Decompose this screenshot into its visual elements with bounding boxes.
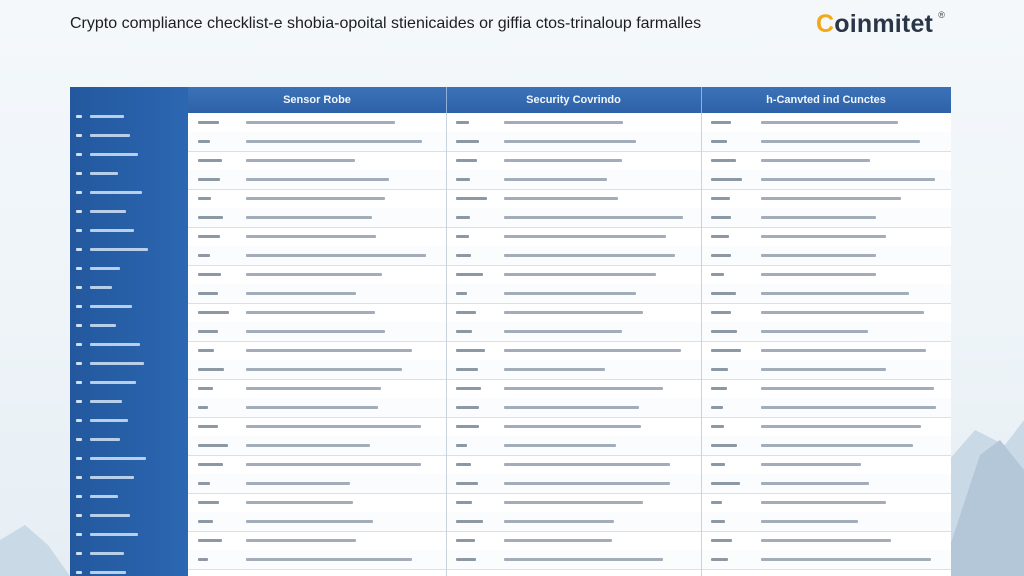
table-cell xyxy=(198,520,213,523)
table-cell xyxy=(711,463,725,466)
table-cell xyxy=(246,292,356,295)
table-cell xyxy=(198,292,218,295)
table-row xyxy=(188,474,951,494)
table-cell xyxy=(504,273,656,276)
table-cell xyxy=(761,501,886,504)
table-cell xyxy=(504,140,636,143)
table-cell xyxy=(456,178,470,181)
sidebar-item xyxy=(76,377,136,387)
table-cell xyxy=(761,178,935,181)
table-cell xyxy=(504,121,623,124)
table-cell xyxy=(198,482,210,485)
sidebar-item xyxy=(76,282,112,292)
sidebar-item xyxy=(76,567,126,576)
table-cell xyxy=(198,330,218,333)
table-cell xyxy=(198,178,220,181)
table-cell xyxy=(246,216,372,219)
table-row xyxy=(188,322,951,342)
bullet-icon xyxy=(76,381,82,384)
column-divider xyxy=(701,113,702,576)
table-cell xyxy=(761,520,858,523)
table-cell xyxy=(761,387,934,390)
table-cell xyxy=(198,444,228,447)
checklist-table xyxy=(188,87,951,576)
table-row xyxy=(188,379,951,399)
table-cell xyxy=(711,159,736,162)
table-cell xyxy=(246,311,375,314)
table-cell xyxy=(246,330,385,333)
table-cell xyxy=(761,349,926,352)
table-row xyxy=(188,113,951,133)
bullet-icon xyxy=(76,571,82,574)
table-cell xyxy=(504,216,683,219)
table-cell xyxy=(761,463,861,466)
table-cell xyxy=(246,254,426,257)
table-row xyxy=(188,436,951,456)
table-cell xyxy=(761,482,869,485)
column-header-1: Sensor Robe xyxy=(283,94,351,106)
table-cell xyxy=(504,463,670,466)
table-cell xyxy=(711,482,740,485)
table-cell xyxy=(456,159,477,162)
table-cell xyxy=(711,273,724,276)
table-cell xyxy=(246,444,370,447)
table-cell xyxy=(504,235,666,238)
page-title: Crypto compliance checklist-e shobia-opoital stienicaides or giffia ctos-trinaloup farmalles xyxy=(70,15,702,32)
table-cell xyxy=(246,539,356,542)
table-cell xyxy=(198,406,208,409)
sidebar-item xyxy=(76,263,120,273)
table-cell xyxy=(246,520,373,523)
bullet-icon xyxy=(76,533,82,536)
table-cell xyxy=(246,235,376,238)
table-cell xyxy=(198,368,224,371)
table-cell xyxy=(711,140,727,143)
table-row xyxy=(188,341,951,361)
table-cell xyxy=(761,292,909,295)
table-cell xyxy=(504,558,663,561)
table-row xyxy=(188,493,951,513)
sidebar-item xyxy=(76,339,140,349)
table-cell xyxy=(761,197,901,200)
table-cell xyxy=(711,425,724,428)
table-cell xyxy=(246,273,382,276)
table-cell xyxy=(456,539,475,542)
table-cell xyxy=(761,425,921,428)
table-row xyxy=(188,265,951,285)
table-row xyxy=(188,512,951,532)
table-cell xyxy=(504,368,605,371)
table-cell xyxy=(761,311,924,314)
table-cell xyxy=(198,558,208,561)
table-cell xyxy=(246,406,378,409)
sidebar-item xyxy=(76,225,134,235)
table-cell xyxy=(711,368,728,371)
table-cell xyxy=(504,520,614,523)
table-cell xyxy=(246,482,350,485)
bullet-icon xyxy=(76,134,82,137)
table-row xyxy=(188,246,951,266)
table-cell xyxy=(711,330,737,333)
table-row xyxy=(188,455,951,475)
table-row xyxy=(188,189,951,209)
sidebar-item xyxy=(76,149,138,159)
table-cell xyxy=(456,273,483,276)
sidebar-item xyxy=(76,358,144,368)
table-cell xyxy=(456,368,478,371)
table-cell xyxy=(198,216,223,219)
table-cell xyxy=(456,216,470,219)
table-cell xyxy=(198,235,220,238)
table-cell xyxy=(246,121,395,124)
table-cell xyxy=(456,425,479,428)
sidebar-item xyxy=(76,510,130,520)
logo-wordmark: oinmitet xyxy=(834,10,934,38)
table-cell xyxy=(246,368,402,371)
table-cell xyxy=(456,558,476,561)
bullet-icon xyxy=(76,210,82,213)
bullet-icon xyxy=(76,115,82,118)
table-cell xyxy=(246,463,421,466)
table-cell xyxy=(711,311,731,314)
column-header-3: h-Canvted ind Cunctes xyxy=(766,94,886,106)
bullet-icon xyxy=(76,267,82,270)
table-cell xyxy=(761,121,898,124)
bullet-icon xyxy=(76,248,82,251)
sidebar-item xyxy=(76,453,146,463)
table-row xyxy=(188,550,951,570)
table-cell xyxy=(504,406,639,409)
table-cell xyxy=(246,140,422,143)
table-cell xyxy=(711,501,722,504)
table-cell xyxy=(456,501,472,504)
checklist-document xyxy=(70,87,951,576)
table-cell xyxy=(198,501,219,504)
table-cell xyxy=(198,463,223,466)
bullet-icon xyxy=(76,172,82,175)
table-row xyxy=(188,360,951,380)
table-row xyxy=(188,132,951,152)
table-cell xyxy=(504,444,616,447)
table-cell xyxy=(761,159,870,162)
table-cell xyxy=(761,140,920,143)
table-cell xyxy=(711,406,723,409)
table-cell xyxy=(198,159,222,162)
table-row xyxy=(188,531,951,551)
table-cell xyxy=(198,311,229,314)
table-cell xyxy=(761,368,886,371)
sidebar-item xyxy=(76,434,120,444)
table-cell xyxy=(504,425,641,428)
table-row xyxy=(188,284,951,304)
table-cell xyxy=(456,235,469,238)
sidebar-item xyxy=(76,187,142,197)
table-row xyxy=(188,170,951,190)
table-cell xyxy=(198,273,221,276)
sidebar-item xyxy=(76,206,126,216)
bullet-icon xyxy=(76,324,82,327)
table-row xyxy=(188,151,951,171)
bullet-icon xyxy=(76,419,82,422)
table-cell xyxy=(711,178,742,181)
table-cell xyxy=(456,349,485,352)
table-cell xyxy=(761,254,876,257)
table-cell xyxy=(198,425,218,428)
table-cell xyxy=(711,197,730,200)
table-cell xyxy=(198,349,214,352)
table-cell xyxy=(504,254,675,257)
table-cell xyxy=(504,387,663,390)
bullet-icon xyxy=(76,552,82,555)
table-cell xyxy=(246,558,412,561)
table-cell xyxy=(711,121,731,124)
bullet-icon xyxy=(76,495,82,498)
table-cell xyxy=(504,159,622,162)
table-cell xyxy=(711,254,731,257)
table-cell xyxy=(456,482,478,485)
sidebar-item xyxy=(76,244,148,254)
sidebar-item xyxy=(76,168,118,178)
table-cell xyxy=(198,387,213,390)
bullet-icon xyxy=(76,229,82,232)
sidebar-item xyxy=(76,491,118,501)
bullet-icon xyxy=(76,400,82,403)
table-cell xyxy=(246,349,412,352)
table-cell xyxy=(711,235,729,238)
table-cell xyxy=(456,406,479,409)
table-cell xyxy=(456,140,479,143)
bullet-icon xyxy=(76,343,82,346)
bullet-icon xyxy=(76,191,82,194)
table-cell xyxy=(761,558,931,561)
sidebar-item xyxy=(76,320,116,330)
table-cell xyxy=(711,558,728,561)
table-cell xyxy=(504,292,636,295)
bullet-icon xyxy=(76,514,82,517)
table-cell xyxy=(711,444,737,447)
table-cell xyxy=(761,444,913,447)
table-cell xyxy=(456,463,471,466)
bullet-icon xyxy=(76,476,82,479)
registered-mark: ® xyxy=(938,10,946,20)
brand-logo xyxy=(816,10,946,39)
sidebar-item xyxy=(76,415,128,425)
table-cell xyxy=(504,482,670,485)
table-cell xyxy=(711,349,741,352)
table-cell xyxy=(456,292,467,295)
table-cell xyxy=(711,292,736,295)
table-cell xyxy=(198,197,211,200)
logo-coin-letter: C xyxy=(816,10,835,38)
table-cell xyxy=(246,197,385,200)
table-cell xyxy=(198,140,210,143)
table-cell xyxy=(456,197,487,200)
sidebar-item xyxy=(76,130,130,140)
table-cell xyxy=(456,121,469,124)
table-row xyxy=(188,398,951,418)
table-cell xyxy=(504,330,622,333)
table-cell xyxy=(456,254,471,257)
table-cell xyxy=(504,349,681,352)
table-cell xyxy=(246,178,389,181)
checklist-sidebar xyxy=(70,87,188,576)
table-cell xyxy=(504,197,618,200)
table-cell xyxy=(504,311,643,314)
table-cell xyxy=(761,273,876,276)
table-cell xyxy=(711,216,731,219)
table-cell xyxy=(711,520,725,523)
bullet-icon xyxy=(76,362,82,365)
table-cell xyxy=(246,501,353,504)
sidebar-item xyxy=(76,111,124,121)
table-cell xyxy=(456,444,467,447)
table-cell xyxy=(711,539,732,542)
table-cell xyxy=(761,539,891,542)
table-cell xyxy=(246,159,355,162)
table-cell xyxy=(198,539,222,542)
sidebar-item xyxy=(76,472,134,482)
table-cell xyxy=(761,330,868,333)
table-cell xyxy=(198,254,210,257)
table-cell xyxy=(456,520,483,523)
table-cell xyxy=(761,235,886,238)
table-cell xyxy=(198,121,219,124)
table-cell xyxy=(456,330,472,333)
table-cell xyxy=(504,178,607,181)
sidebar-item xyxy=(76,396,122,406)
table-cell xyxy=(456,311,476,314)
column-header-2: Security Covrindo xyxy=(526,94,621,106)
bullet-icon xyxy=(76,286,82,289)
table-cell xyxy=(761,406,936,409)
table-cell xyxy=(246,387,381,390)
bullet-icon xyxy=(76,153,82,156)
table-cell xyxy=(761,216,876,219)
table-row xyxy=(188,417,951,437)
sidebar-item xyxy=(76,548,124,558)
table-row xyxy=(188,227,951,247)
bullet-icon xyxy=(76,438,82,441)
sidebar-item xyxy=(76,301,132,311)
table-header xyxy=(188,87,951,113)
table-row xyxy=(188,303,951,323)
table-row xyxy=(188,208,951,228)
table-cell xyxy=(711,387,727,390)
column-divider xyxy=(446,113,447,576)
table-cell xyxy=(246,425,421,428)
table-cell xyxy=(456,387,481,390)
table-cell xyxy=(504,501,643,504)
table-cell xyxy=(504,539,612,542)
bullet-icon xyxy=(76,305,82,308)
bullet-icon xyxy=(76,457,82,460)
sidebar-item xyxy=(76,529,138,539)
